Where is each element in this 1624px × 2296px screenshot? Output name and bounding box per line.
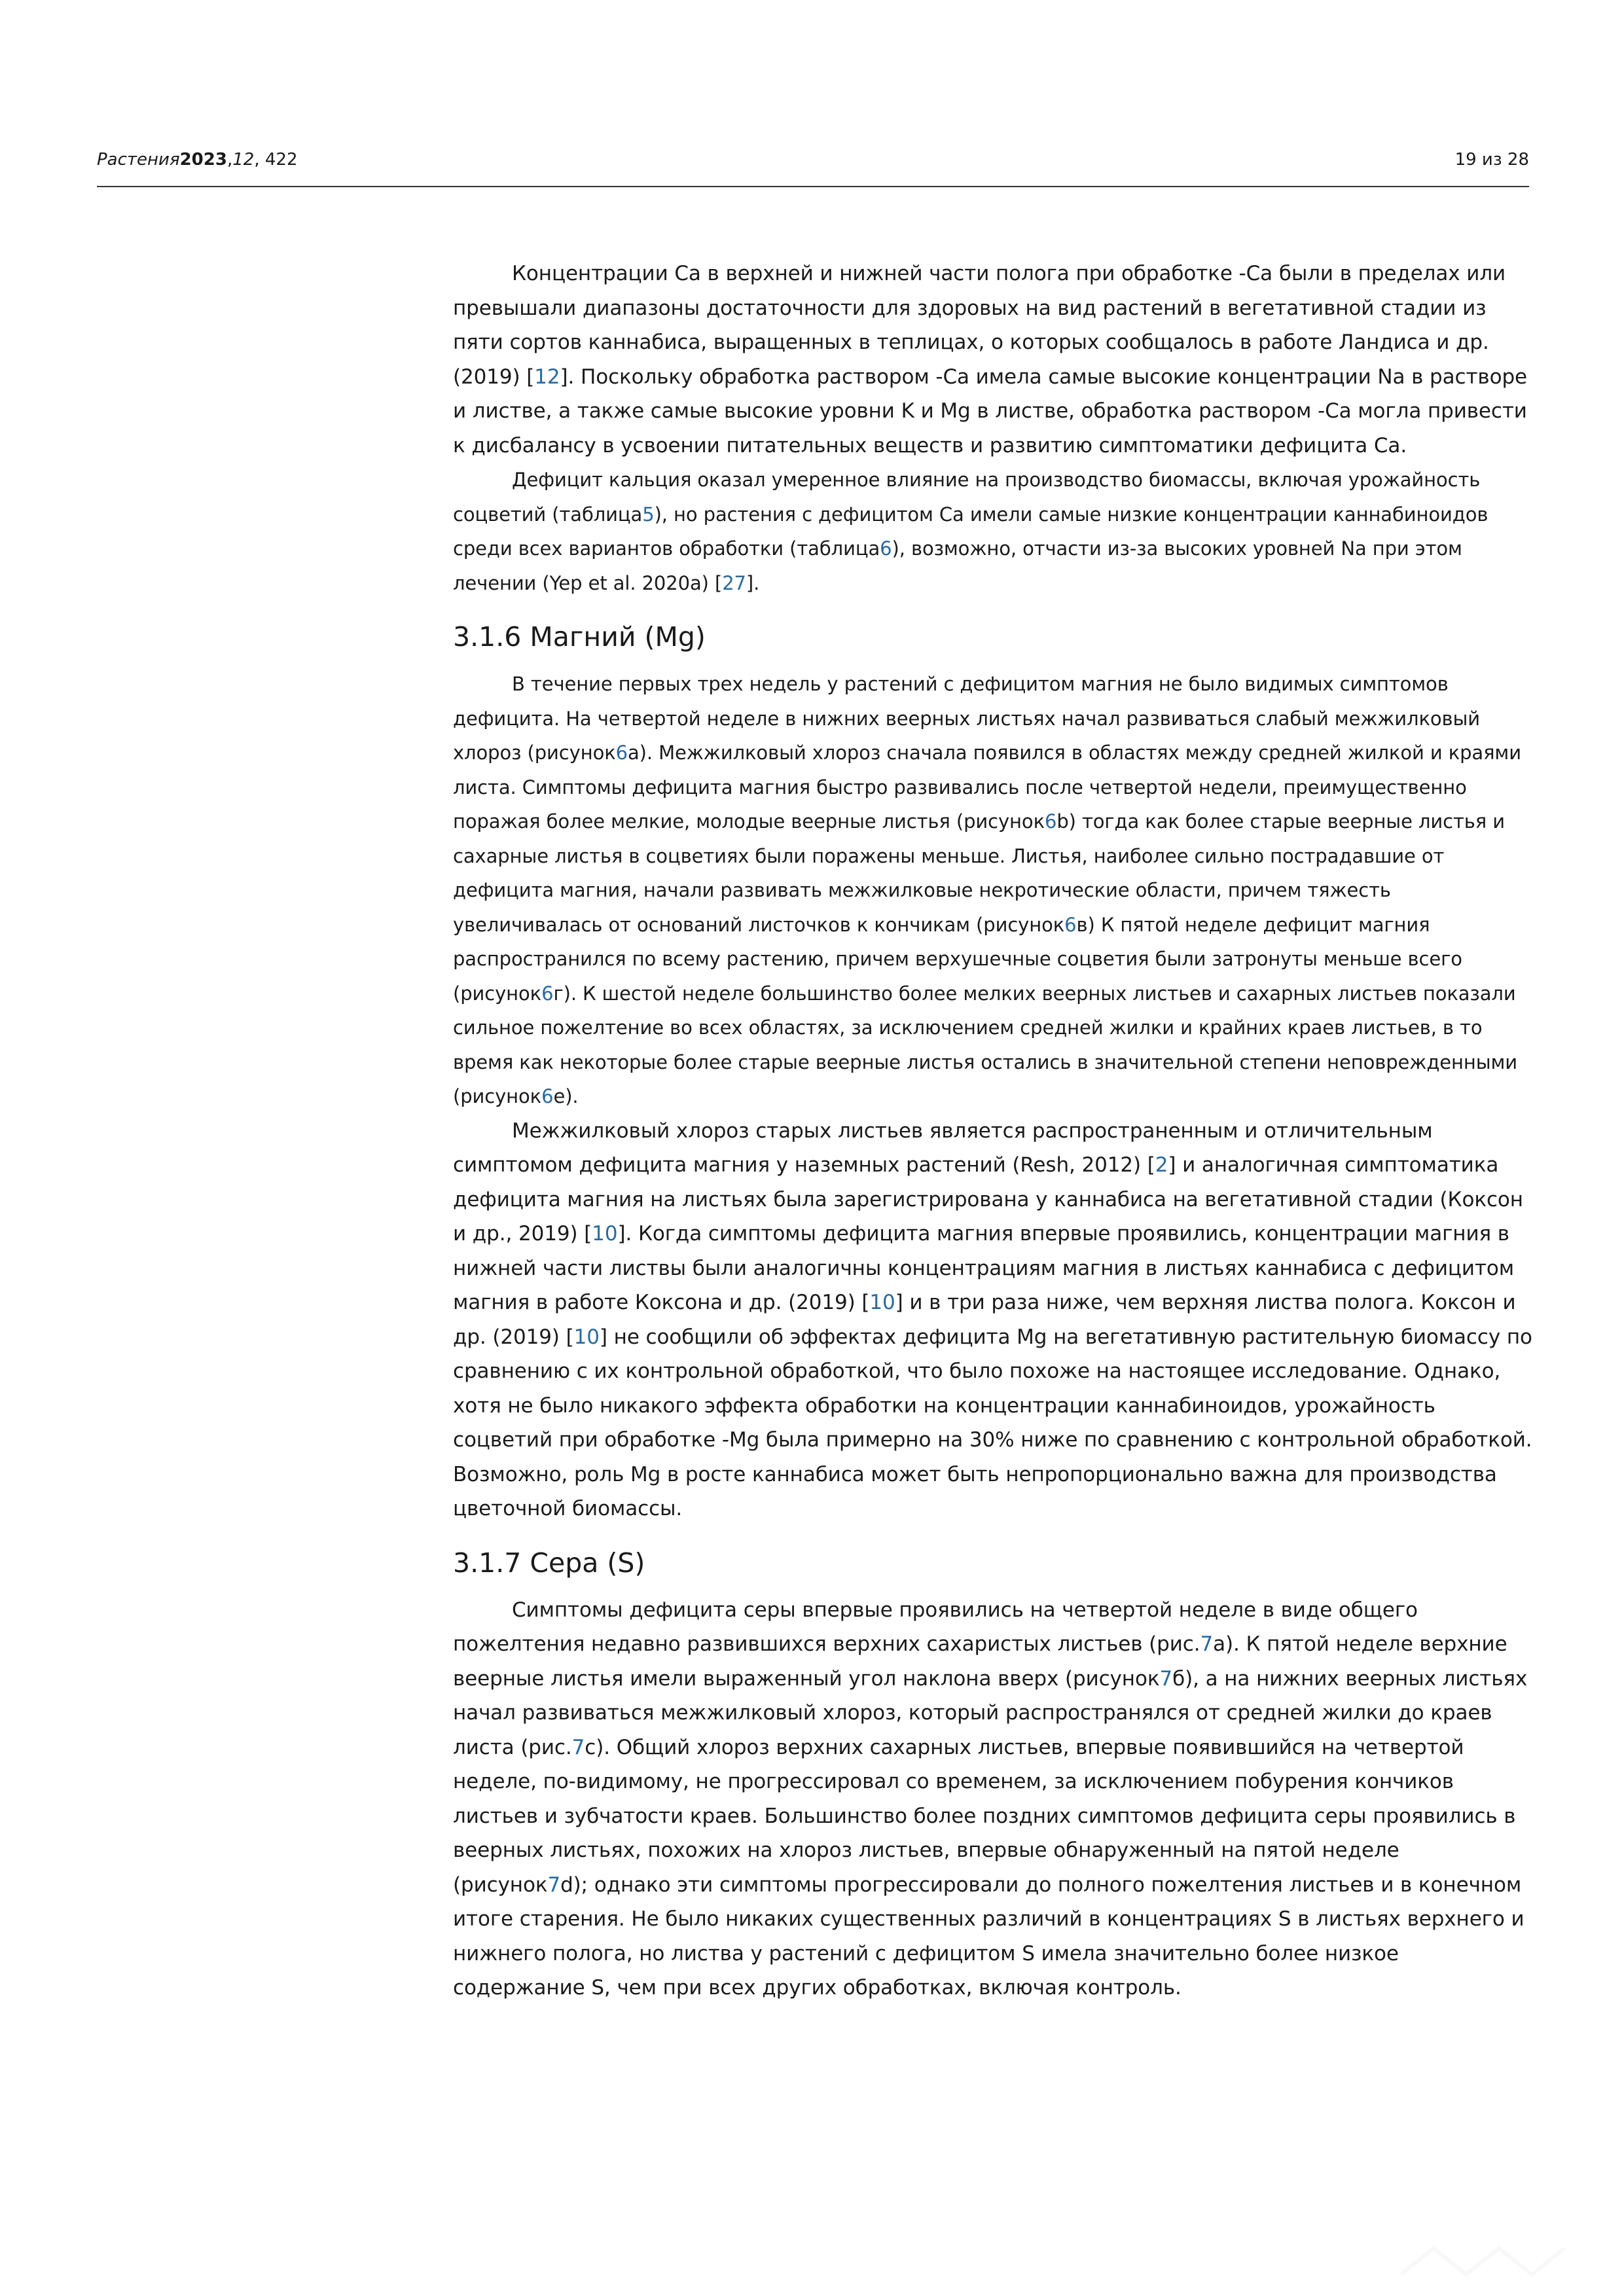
text-run: Симптомы дефицита серы впервые проявились на четвертой неделе в виде общего пожелтения недавно развившихся верхних сахаристых листьев (рис. — [453, 1598, 1418, 1656]
running-header — [97, 148, 1529, 187]
text-run: d); однако эти симптомы прогрессировали до полного пожелтения листьев и в конечном итоге старения. Не было никаких существенных различий в концентрациях S в листьях верхнего и нижнего полога, но листва у растений с дефицитом S имела значительно более низкое содержание S, чем при всех других обработках, включая контроль. — [453, 1873, 1525, 2000]
journal-name: Растения — [97, 150, 180, 170]
text-run: б), а на нижних веерных листьях начал развиваться межжилковый хлороз, который распространялся от средней жилки до краев листа (рис. — [453, 1666, 1528, 1759]
citation-link[interactable]: 10 — [592, 1222, 618, 1246]
paragraph-sulfur-symptoms — [453, 1593, 1536, 2005]
figure-link[interactable]: 6 — [541, 1085, 554, 1107]
paragraph-calcium-concentrations — [453, 257, 1536, 463]
citation-link[interactable]: 27 — [722, 571, 746, 594]
text-run: ]. Поскольку обработка раствором -Ca имела самые высокие концентрации Na в растворе и листве, а также самые высокие уровни K и Mg в листве, обработка раствором -Ca могла привести к дисбалансу в усвоении питательных веществ и развитию симптоматики дефицита Ca. — [453, 365, 1528, 457]
citation-link[interactable]: 10 — [869, 1291, 895, 1314]
text-run: ), но растения с дефицитом Ca имели самые низкие концентрации каннабиноидов среди всех вариантов обработки (таблица — [453, 503, 1489, 560]
text-run: Дефицит кальция оказал умеренное влияние на производство биомассы, включая урожайность соцветий (таблица — [453, 469, 1481, 526]
watermark-mark — [1394, 2242, 1591, 2281]
text-run: г). К шестой неделе большинство более мелких веерных листьев и сахарных листьев показали сильное пожелтение во всех областях, за исключением средней жилки и крайних краев листьев, в то время как некоторые более старые веерные листья остались в значительной степени неповрежденными (рисунок — [453, 982, 1518, 1107]
page-number: 19 из 28 — [1454, 150, 1529, 170]
text-run: ]. Когда симптомы дефицита магния впервые проявились, концентрации магния в нижней части листвы были аналогичны концентрациям магния в листьях каннабиса с дефицитом магния в работе Коксона и др. (2019) [ — [453, 1222, 1515, 1314]
text-run: ), возможно, отчасти из-за высоких уровней Na при этом лечении (Yep et al. 2020a) [ — [453, 537, 1462, 594]
figure-link[interactable]: 7 — [571, 1735, 585, 1759]
text-run: Межжилковый хлороз старых листьев является распространенным и отличительным симптомом дефицита магния у наземных растений (Resh, 2012) [ — [453, 1119, 1433, 1177]
journal-citation: Растения2023,12, 422 — [97, 150, 298, 170]
text-run: ] не сообщили об эффектах дефицита Mg на вегетативную растительную биомассу по сравнению с их контрольной обработкой, что было похоже на настоящее исследование. Однако, хотя не было никакого эффекта обработки на концентрации каннабиноидов, урожайность соцветий при обработке -Mg была примерно на 30% ниже по сравнению с контрольной обработкой. Возможно, роль Mg в росте каннабиса может быть непропорционально важна для производства цветочной биомассы. — [453, 1325, 1532, 1520]
paragraph-magnesium-symptoms — [453, 667, 1536, 1114]
paragraph-magnesium-discussion — [453, 1114, 1536, 1526]
table-link[interactable]: 6 — [880, 537, 892, 560]
text-run: В течение первых трех недель у растений с дефицитом магния не было видимых симптомов дефицита. На четвертой неделе в нижних веерных листьях начал развиваться слабый межжилковый хлороз (рисунок — [453, 673, 1481, 764]
figure-link[interactable]: 6 — [1064, 913, 1077, 936]
section-heading-sulfur: 3.1.7 Сера (S) — [453, 1547, 645, 1579]
article-body — [453, 257, 1536, 2005]
table-link[interactable]: 5 — [642, 503, 655, 526]
text-run: в) К пятой неделе дефицит магния распространился по всему растению, причем верхушечные соцветия были затронуты меньше всего (рисунок — [453, 913, 1462, 1005]
citation-link[interactable]: 2 — [1155, 1153, 1168, 1177]
text-run: е). — [553, 1085, 579, 1107]
figure-link[interactable]: 6 — [615, 742, 628, 764]
text-run: ] и в три раза ниже, чем верхняя листва полога. Коксон и др. (2019) [ — [453, 1291, 1516, 1349]
figure-link[interactable]: 7 — [547, 1873, 561, 1897]
paragraph-calcium-deficit — [453, 463, 1536, 600]
text-run: c). Общий хлороз верхних сахарных листьев, впервые появившийся на четвертой неделе, по-видимому, не прогрессировал со временем, за исключением побурения кончиков листьев и зубчатости краев. Большинство более поздних симптомов дефицита серы проявились в веерных листьях, похожих на хлороз листьев, впервые обнаруженный на пятой неделе (рисунок — [453, 1735, 1516, 1897]
text-run: Концентрации Ca в верхней и нижней части полога при обработке -Ca были в пределах или превышали диапазоны достаточности для здоровых на вид растений в вегетативной стадии из пяти сортов каннабиса, выращенных в теплицах, о которых сообщалось в работе Ландиса и др. (2019) [ — [453, 262, 1506, 389]
journal-year: 2023 — [179, 150, 227, 170]
text-run: ] и аналогичная симптоматика дефицита магния на листьях была зарегистрирована у каннабиса на вегетативной стадии (Коксон и др., 2019) [ — [453, 1153, 1523, 1246]
figure-link[interactable]: 7 — [1200, 1632, 1214, 1656]
citation-link[interactable]: 10 — [573, 1325, 600, 1349]
text-run: b) тогда как более старые веерные листья и сахарные листья в соцветиях были поражены меньше. Листья, наиболее сильно пострадавшие от дефицита магния, начали развивать межжилковые некротические области, причем тяжесть увеличивалась от оснований листочков к кончикам (рисунок — [453, 810, 1505, 936]
figure-link[interactable]: 6 — [541, 982, 554, 1005]
section-heading-magnesium: 3.1.6 Магний (Mg) — [453, 621, 706, 653]
figure-link[interactable]: 7 — [1159, 1666, 1173, 1691]
text-run: a). Межжилковый хлороз сначала появился в областях между средней жилкой и краями листа. Симптомы дефицита магния быстро развивались после четвертой недели, преимущественно поражая более мелкие, молодые веерные листья (рисунок — [453, 742, 1521, 833]
figure-link[interactable]: 6 — [1044, 810, 1057, 833]
text-run: ]. — [746, 571, 760, 594]
journal-volume: 12 — [232, 150, 255, 170]
text-run: a). К пятой неделе верхние веерные листья имели выраженный угол наклона вверх (рисунок — [453, 1632, 1507, 1691]
article-number: 422 — [264, 150, 298, 170]
citation-link[interactable]: 12 — [534, 365, 560, 389]
